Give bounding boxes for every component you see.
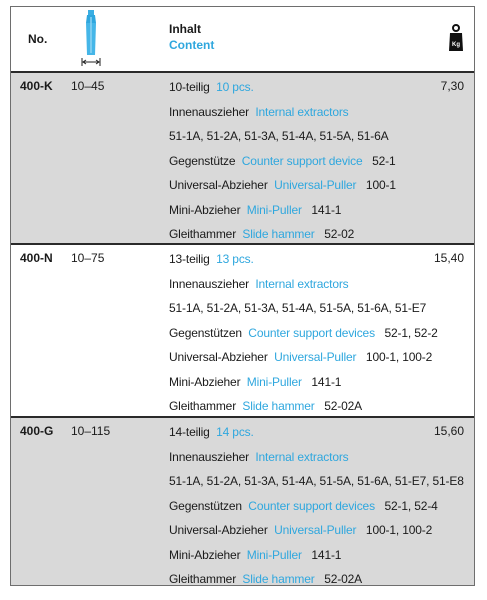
mini-puller-line: Mini-Abzieher Mini-Puller 141-1 [169,203,342,217]
extractors-label-line: Innenauszieher Internal extractors [169,277,349,291]
product-400-n [11,245,474,416]
universal-puller-line: Universal-Abzieher Universal-Puller 100-1 [169,178,396,192]
counter-support-line: Gegenstützen Counter support devices 52-1, 52-4 [169,499,438,513]
weight-value: 7,30 [440,79,464,93]
column-header-no: No. [28,32,48,46]
mini-puller-line: Mini-Abzieher Mini-Puller 141-1 [169,375,342,389]
universal-puller-line: Universal-Abzieher Universal-Puller 100-1, 100-2 [169,350,433,364]
size-range: 10–115 [71,424,111,438]
column-header-inhalt: Inhalt [169,22,201,36]
slide-hammer-line: Gleithammer Slide hammer 52-02A [169,399,363,413]
extractors-list-line: 51-1A, 51-2A, 51-3A, 51-4A, 51-5A, 51-6A, 51-E7, 51-E8 [169,474,464,488]
product-400-k [11,73,474,243]
weight-value: 15,60 [433,424,464,438]
weight-value: 15,40 [433,251,464,265]
size-range: 10–75 [71,251,105,265]
size-range: 10–45 [71,79,105,93]
extractor-size-icon [79,9,103,67]
extractors-list-line: 51-1A, 51-2A, 51-3A, 51-4A, 51-5A, 51-6A, 51-E7 [169,301,427,315]
slide-hammer-line: Gleithammer Slide hammer 52-02 [169,227,355,241]
mini-puller-line: Mini-Abzieher Mini-Puller 141-1 [169,548,342,562]
piece-count-line: 13-teilig 13 pcs. [169,252,254,266]
counter-support-line: Gegenstützen Counter support devices 52-1, 52-2 [169,326,438,340]
extractors-label-line: Innenauszieher Internal extractors [169,105,349,119]
universal-puller-line: Universal-Abzieher Universal-Puller 100-1, 100-2 [169,523,433,537]
weight-unit-label: Kg [452,42,460,48]
extractors-label-line: Innenauszieher Internal extractors [169,450,349,464]
piece-count-line: 10-teilig 10 pcs. [169,80,254,94]
extractors-list-line: 51-1A, 51-2A, 51-3A, 51-4A, 51-5A, 51-6A [169,129,389,143]
column-header-content: Content [169,38,215,52]
article-number: 400-G [20,424,54,438]
article-number: 400-N [20,251,53,265]
piece-count-line: 14-teilig 14 pcs. [169,425,254,439]
table-header [11,7,474,71]
slide-hammer-line: Gleithammer Slide hammer 52-02A [169,572,363,586]
counter-support-line: Gegenstütze Counter support device 52-1 [169,154,396,168]
article-number: 400-K [20,79,53,93]
weight-kg-icon [448,24,464,52]
product-table [10,6,475,586]
product-400-g [11,418,474,585]
